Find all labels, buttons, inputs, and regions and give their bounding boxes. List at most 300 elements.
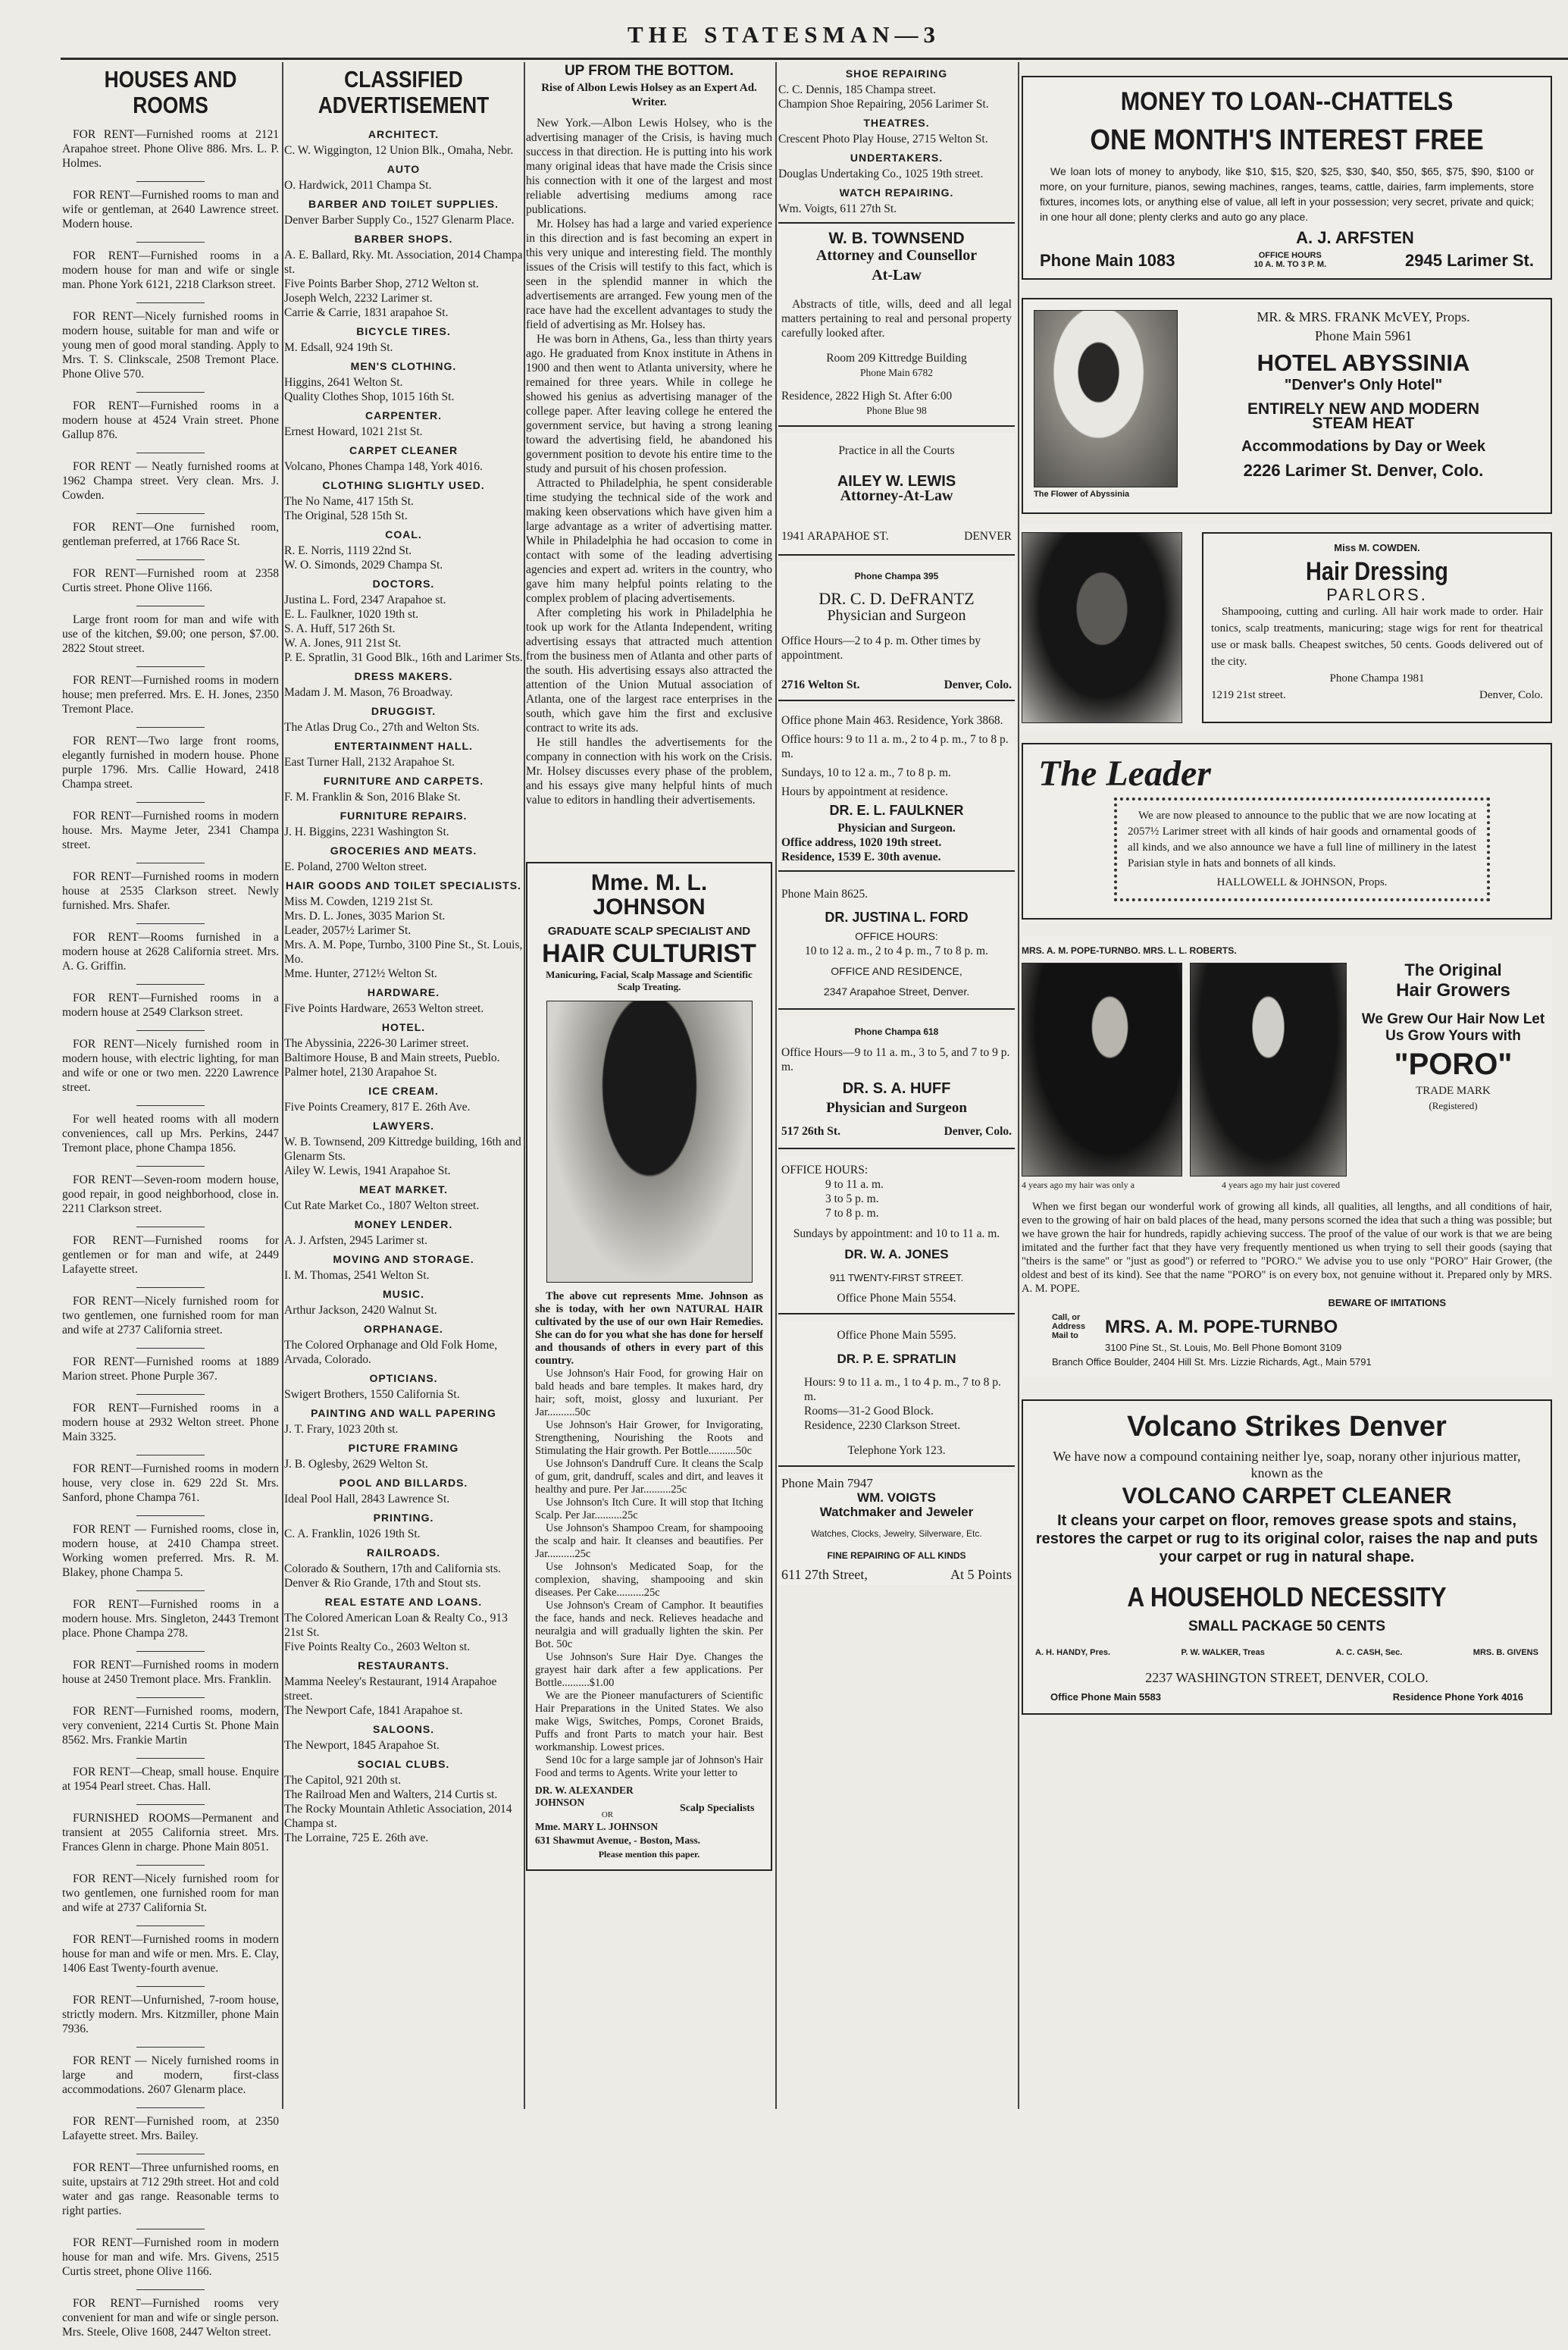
rental-ad: FOR RENT—Furnished rooms in a modern house. Mrs. Singleton, 2443 Tremont place. Phone Champa 278. bbox=[62, 1598, 279, 1640]
volcano-office-phone: Office Phone Main 5583 bbox=[1050, 1691, 1161, 1703]
rental-ad: FOR RENT—Furnished room, at 2350 Lafayette street. Mrs. Bailey. bbox=[62, 2115, 279, 2142]
volcano-product: VOLCANO CARPET CLEANER bbox=[1122, 1484, 1452, 1509]
classified-entry: Crescent Photo Play House, 2715 Welton St. bbox=[778, 133, 988, 146]
arfsten-name: A. J. ARFSTEN bbox=[1296, 228, 1414, 247]
rental-ad: FOR RENT—Furnished rooms for gentlemen or for man and wife, at 2449 Lafayette street. bbox=[62, 1234, 279, 1276]
poro-beware: BEWARE OF IMITATIONS bbox=[1328, 1297, 1446, 1308]
ford-residence-label: OFFICE AND RESIDENCE, bbox=[831, 965, 962, 977]
poro-ad bbox=[1022, 936, 1552, 1377]
column-divider bbox=[1018, 62, 1019, 2109]
townsend-phone-2: Phone Blue 98 bbox=[866, 405, 927, 416]
townsend-title-2: At-Law bbox=[872, 267, 922, 284]
rental-ad: FURNISHED ROOMS—Permanent and transient at 2055 California street. Mrs. Frances Glenn in charge. Phone Main 8051. bbox=[62, 1812, 279, 1853]
classified-entry: Carrie & Carrie, 1831 arapahoe St. bbox=[284, 306, 449, 319]
rental-ad: FOR RENT—Furnished room in modern house for man and wife. Mrs. Givens, 2515 Curtis street, phone Olive 1166. bbox=[62, 2236, 279, 2278]
ad-separator bbox=[136, 1590, 205, 1591]
rental-ad: FOR RENT—Two large front rooms, elegantly furnished in modern house. Phone purple 1796. Mrs. Callie Howard, 2418 Champa street. bbox=[62, 735, 279, 791]
poro-address: 3100 Pine St., St. Louis, Mo. Bell Phone Bomont 3109 bbox=[1105, 1342, 1342, 1353]
poro-trademark: TRADE MARK bbox=[1416, 1085, 1491, 1097]
ad-separator bbox=[136, 727, 205, 728]
article-title: UP FROM THE BOTTOM. bbox=[564, 63, 734, 79]
faulkner-phone: Office phone Main 463. Residence, York 3868. bbox=[781, 714, 1003, 727]
classified-title: CLASSIFIED bbox=[344, 66, 463, 92]
classified-entry: The Newport Cafe, 1841 Arapahoe st. bbox=[284, 1704, 463, 1717]
abyssinia-name: HOTEL ABYSSINIA bbox=[1257, 349, 1470, 376]
arfsten-ad bbox=[1022, 76, 1552, 280]
leader-body: We are now pleased to announce to the public that we are now locating at 2057½ Larimer street with all kinds of hair goods and ornamental goods of all kinds, and we also announce we have a full line of millinery in the latest Parisian style in hats and bonnets of all kinds. bbox=[1128, 810, 1476, 870]
column-divider bbox=[775, 62, 777, 2109]
johnson-services: Manicuring, Facial, Scalp Massage and Scientific Scalp Treating. bbox=[546, 969, 753, 992]
classified-category: SOCIAL CLUBS. bbox=[357, 1758, 450, 1770]
classified-entry: The Railroad Men and Walters, 214 Curtis st. bbox=[284, 1788, 498, 1801]
classified-category: LAWYERS. bbox=[372, 1120, 435, 1132]
spratlin-rooms: Rooms—31-2 Good Block. bbox=[804, 1405, 934, 1418]
classified-entry: A. E. Ballard, Rky. Mt. Association, 2014 Champa st. bbox=[284, 249, 523, 276]
faulkner-name: DR. E. L. FAULKNER bbox=[829, 803, 964, 818]
classified-column bbox=[284, 62, 523, 1845]
flower-of-abyssinia-photo bbox=[1034, 310, 1178, 487]
johnson-products bbox=[535, 1368, 763, 1780]
classified-entry: Five Points Hardware, 2653 Welton street. bbox=[284, 1002, 484, 1015]
ad-separator bbox=[136, 1287, 205, 1288]
classified-entry: Justina L. Ford, 2347 Arapahoe st. bbox=[284, 594, 446, 606]
defrantz-address: 2716 Welton St. bbox=[781, 678, 860, 691]
ad-separator bbox=[136, 302, 205, 303]
article-paragraph: New York.—Albon Lewis Holsey, who is the advertising manager of the Crisis, is having much success in that direction. He is putting into his work many original ideas that have made the Crisis since his connection with it one of the largest and most reliable advertising mediums among race publications. bbox=[526, 117, 772, 216]
classified-category: PAINTING AND WALL PAPERING bbox=[311, 1407, 496, 1419]
volcano-title: Volcano Strikes Denver bbox=[1127, 1411, 1447, 1443]
ford-address: 2347 Arapahoe Street, Denver. bbox=[823, 985, 970, 998]
johnson-product: Use Johnson's Hair Grower, for Invigorating, Strengthening, Nourishing the Roots and Stimulating the Hair growth. Per Bottle..........50c bbox=[535, 1419, 763, 1457]
lewis-title: Attorney-At-Law bbox=[840, 487, 953, 504]
classified-entry: J. B. Oglesby, 2629 Welton St. bbox=[284, 1458, 428, 1471]
spratlin-telephone: Telephone York 123. bbox=[847, 1444, 946, 1457]
arfsten-office-hours: 10 A. M. TO 3 P. M. bbox=[1253, 260, 1327, 269]
spratlin-name: DR. P. E. SPRATLIN bbox=[837, 1352, 956, 1366]
classified-entry: O. Hardwick, 2011 Champa St. bbox=[284, 179, 432, 192]
classified-category: MOVING AND STORAGE. bbox=[333, 1253, 474, 1265]
ad-separator bbox=[136, 923, 205, 924]
huff-city: Denver, Colo. bbox=[944, 1125, 1012, 1138]
ad-separator bbox=[136, 666, 205, 667]
johnson-line1: GRADUATE SCALP SPECIALIST AND bbox=[547, 925, 751, 938]
ad-separator bbox=[136, 1515, 205, 1516]
rental-ad: FOR RENT—Nicely furnished rooms in modern house, suitable for man and wife or young men of good moral standing. Apply to Mrs. T. S. Clinkscale, 2508 Tremont Place. Phone Olive 570. bbox=[62, 310, 279, 381]
volcano-treasurer: P. W. WALKER, Treas bbox=[1181, 1648, 1265, 1657]
townsend-title: Attorney and Counsellor bbox=[815, 247, 978, 264]
rental-ad: FOR RENT—Furnished rooms at 1889 Marion street. Phone Purple 367. bbox=[62, 1355, 279, 1383]
classified-category: PRINTING. bbox=[373, 1512, 434, 1524]
leader-ad bbox=[1022, 743, 1552, 920]
classified-entry: Miss M. Cowden, 1219 21st St. bbox=[284, 895, 433, 908]
classified-entry: Champion Shoe Repairing, 2056 Larimer St. bbox=[778, 98, 989, 111]
rental-ad: FOR RENT—Furnished rooms in a modern house at 4524 Vrain street. Phone Gallup 876. bbox=[62, 400, 279, 441]
display-ads-column bbox=[1022, 62, 1552, 1721]
ad-separator bbox=[136, 1651, 205, 1652]
voigts-card bbox=[778, 1473, 1015, 1585]
rental-ad: FOR RENT—Cheap, small house. Enquire at 1954 Pearl street. Chas. Hall. bbox=[62, 1766, 279, 1793]
cowden-name: Miss M. COWDEN. bbox=[1334, 542, 1420, 553]
classified-category: SALOONS. bbox=[372, 1723, 435, 1735]
arfsten-office-label: OFFICE HOURS bbox=[1258, 251, 1322, 260]
defrantz-title: Physician and Surgeon bbox=[827, 607, 966, 624]
roberts-photo bbox=[1190, 963, 1347, 1177]
voigts-goods: Watches, Clocks, Jewelry, Silverware, Etc. bbox=[811, 1528, 982, 1539]
ad-separator bbox=[136, 1986, 205, 1987]
johnson-product: Use Johnson's Cream of Camphor. It beautifies the face, hands and neck. Relieves headache and neuralgia and will gradually lighten the skin. Per Bot. 50c bbox=[535, 1600, 763, 1650]
faulkner-card bbox=[778, 707, 1015, 872]
rental-ad: FOR RENT—Furnished rooms in a modern house at 2932 Welton street. Phone Main 3325. bbox=[62, 1402, 279, 1443]
classified-entry: Quality Clothes Shop, 1015 16th St. bbox=[284, 390, 455, 403]
classified-entry: Mrs. A. M. Pope, Turnbo, 3100 Pine St., St. Louis, Mo. bbox=[284, 938, 523, 966]
ad-separator bbox=[136, 1865, 205, 1866]
leader-title: The Leader bbox=[1038, 754, 1211, 794]
classified-entry: C. A. Franklin, 1026 19th St. bbox=[284, 1528, 421, 1540]
classified-category: MONEY LENDER. bbox=[354, 1218, 453, 1230]
poro-brand: "PORO" bbox=[1394, 1048, 1513, 1081]
classified-entry: Five Points Creamery, 817 E. 26th Ave. bbox=[284, 1101, 471, 1114]
ad-separator bbox=[136, 392, 205, 393]
poro-registered: (Registered) bbox=[1429, 1100, 1478, 1111]
faulkner-appointment: Hours by appointment at residence. bbox=[781, 785, 948, 798]
poro-names: MRS. A. M. POPE-TURNBO. MRS. L. L. ROBERTS. bbox=[1022, 945, 1237, 956]
classified-category: UNDERTAKERS. bbox=[850, 152, 944, 164]
huff-card bbox=[778, 1016, 1015, 1149]
ford-hours-label: OFFICE HOURS: bbox=[855, 930, 938, 942]
rental-ad: FOR RENT—Furnished room at 2358 Curtis street. Phone Olive 1166. bbox=[62, 567, 279, 594]
cowden-ad bbox=[1022, 525, 1552, 731]
ad-separator bbox=[136, 1030, 205, 1031]
faulkner-title: Physician and Surgeon. bbox=[837, 822, 956, 835]
johnson-addr-tag: Scalp Specialists bbox=[680, 1803, 755, 1814]
ad-separator bbox=[136, 802, 205, 803]
volcano-secretary: A. C. CASH, Sec. bbox=[1335, 1648, 1403, 1657]
jones-sunday: Sundays by appointment: and 10 to 11 a. m. bbox=[793, 1227, 1000, 1240]
abyssinia-ad bbox=[1022, 298, 1552, 514]
classified-entry: Mrs. D. L. Jones, 3035 Marion St. bbox=[284, 910, 446, 923]
classified-entry: Five Points Realty Co., 2603 Welton st. bbox=[284, 1640, 471, 1653]
pope-turnbo-photo bbox=[1022, 963, 1182, 1177]
voigts-address: 611 27th Street, bbox=[781, 1567, 868, 1582]
classified-entry: Denver Barber Supply Co., 1527 Glenarm Place. bbox=[284, 214, 515, 227]
classified-category: COAL. bbox=[385, 528, 422, 540]
classified-directory bbox=[284, 127, 523, 1845]
johnson-product: Use Johnson's Shampoo Cream, for shampooing the scalp and hair. It cleanses and beautifies. Per Jar..........25c bbox=[535, 1522, 763, 1560]
volcano-ad bbox=[1022, 1399, 1552, 1715]
classified-category: FURNITURE AND CARPETS. bbox=[323, 775, 484, 787]
volcano-price: SMALL PACKAGE 50 CENTS bbox=[1188, 1618, 1386, 1634]
ad-separator bbox=[136, 1804, 205, 1805]
classified-category: ICE CREAM. bbox=[368, 1085, 439, 1097]
houses-and-rooms-column bbox=[62, 62, 279, 2350]
classified-category: SHOE REPAIRING bbox=[845, 67, 948, 80]
ford-name: DR. JUSTINA L. FORD bbox=[825, 910, 969, 925]
townsend-name: W. B. TOWNSEND bbox=[828, 230, 965, 247]
rental-ad: FOR RENT—Unfurnished, 7-room house, strictly modern. Mrs. Kitzmiller, phone Main 7936. bbox=[62, 1994, 279, 2035]
classified-entry: Ailey W. Lewis, 1941 Arapahoe St. bbox=[284, 1164, 451, 1177]
spratlin-hours: Hours: 9 to 11 a. m., 1 to 4 p. m., 7 to 8 p. m. bbox=[804, 1376, 1001, 1403]
ford-card bbox=[778, 878, 1015, 1010]
arfsten-body: We loan lots of money to anybody, like $10, $15, $20, $25, $30, $40, $50, $65, $75, $90, $100 or more, on your furniture, pianos, sewing machines, ranges, teams, cattle, dairies, farm implements, store fixtures, incomes lots, or anything else of value, all left in your possession; very secret, private and quick; in one hour all done; plenty clerks and auto go any place. bbox=[1040, 165, 1534, 223]
classified-category: DRUGGIST. bbox=[371, 705, 437, 717]
ford-phone: Phone Main 8625. bbox=[781, 888, 869, 901]
johnson-caption: The above cut represents Mme. Johnson as she is today, with her own NATURAL HAIR cultivated by the use of our own Hair Remedies. She can do for you what she has done for herself and thousands of others in every part of this country. bbox=[535, 1290, 763, 1367]
ad-separator bbox=[136, 513, 205, 514]
spratlin-card bbox=[778, 1321, 1015, 1467]
classified-category: REAL ESTATE AND LOANS. bbox=[324, 1596, 483, 1608]
classified-category: CARPET CLEANER bbox=[349, 444, 459, 456]
defrantz-name: DR. C. D. DeFRANTZ bbox=[818, 589, 975, 608]
volcano-intro: We have now a compound containing neither lye, soap, norany other injurious matter, known as the bbox=[1053, 1449, 1521, 1480]
faulkner-hours: Office hours: 9 to 11 a. m., 2 to 4 p. m., 7 to 8 p. m. bbox=[781, 733, 1009, 760]
volcano-address: 2237 WASHINGTON STREET, DENVER, COLO. bbox=[1145, 1670, 1429, 1685]
classified-category: RESTAURANTS. bbox=[358, 1659, 449, 1672]
classified-entry: Ideal Pool Hall, 2843 Lawrence St. bbox=[284, 1493, 450, 1506]
ad-separator bbox=[136, 1105, 205, 1106]
trade-directory-continued bbox=[778, 67, 1015, 216]
johnson-line2: HAIR CULTURIST bbox=[542, 939, 756, 968]
leader-notice bbox=[1114, 797, 1490, 901]
classified-entry: Mme. Hunter, 2712½ Welton St. bbox=[284, 967, 437, 980]
townsend-room: Room 209 Kittredge Building bbox=[826, 352, 967, 365]
voigts-title: Watchmaker and Jeweler bbox=[819, 1505, 974, 1519]
arfsten-address: 2945 Larimer St. bbox=[1405, 250, 1534, 270]
classified-entry: P. E. Spratlin, 31 Good Blk., 16th and Larimer Sts. bbox=[284, 651, 523, 664]
classified-category: MEAT MARKET. bbox=[359, 1183, 448, 1195]
arfsten-phone: Phone Main 1083 bbox=[1040, 250, 1175, 270]
classified-entry: The Capitol, 921 20th st. bbox=[284, 1774, 402, 1787]
poro-caption-1: 4 years ago my hair was only a bbox=[1022, 1180, 1135, 1190]
classified-category: OPTICIANS. bbox=[369, 1372, 438, 1384]
classified-category: DOCTORS. bbox=[372, 578, 435, 590]
masthead: THE STATESMAN—3 bbox=[627, 21, 941, 48]
classified-category: MUSIC. bbox=[383, 1288, 424, 1300]
huff-phone: Phone Champa 618 bbox=[854, 1026, 939, 1037]
classified-category: DRESS MAKERS. bbox=[354, 670, 453, 682]
spratlin-residence: Residence, 2230 Clarkson Street. bbox=[804, 1419, 961, 1432]
abyssinia-props: MR. & MRS. FRANK McVEY, Props. bbox=[1257, 309, 1470, 324]
defrantz-card bbox=[778, 562, 1015, 701]
masthead-rule bbox=[61, 58, 1568, 60]
lewis-courts: Practice in all the Courts bbox=[838, 444, 955, 457]
classified-entry: C. C. Dennis, 185 Champa street. bbox=[778, 83, 936, 96]
johnson-portrait bbox=[546, 1001, 753, 1283]
rental-ad: FOR RENT—Nicely furnished room for two gentlemen, one furnished room for man and wife at 2737 California St. bbox=[62, 1872, 279, 1914]
johnson-ad bbox=[526, 862, 772, 1871]
johnson-product: Use Johnson's Dandruff Cure. It cleans the Scalp of gum, grit, dandruff, scales and dirt, and leaves it healthy and pure. Per Jar..........25c bbox=[535, 1458, 763, 1496]
abyssinia-steam-heat: STEAM HEAT bbox=[1312, 415, 1415, 432]
ad-separator bbox=[136, 1697, 205, 1698]
rental-ad: FOR RENT—Furnished rooms in modern house; men preferred. Mrs. E. H. Jones, 2350 Tremont Place. bbox=[62, 674, 279, 716]
classified-category: WATCH REPAIRING. bbox=[839, 186, 954, 199]
rental-ad: FOR RENT—Furnished rooms in modern house. Mrs. Mayme Jeter, 2341 Champa street. bbox=[62, 810, 279, 851]
classified-entry: I. M. Thomas, 2541 Welton St. bbox=[284, 1269, 430, 1282]
classified-entry: Mamma Neeley's Restaurant, 1914 Arapahoe street. bbox=[284, 1675, 497, 1703]
townsend-residence: Residence, 2822 High St. After 6:00 bbox=[781, 390, 953, 403]
classified-entry: Volcano, Phones Champa 148, York 4016. bbox=[284, 460, 483, 473]
abyssinia-photo-caption: The Flower of Abyssinia bbox=[1034, 490, 1130, 499]
jones-phone: Office Phone Main 5554. bbox=[837, 1292, 956, 1305]
classified-entry: Douglas Undertaking Co., 1025 19th street. bbox=[778, 168, 984, 180]
article-paragraph: Mr. Holsey has had a large and varied experience in this direction and is fast becoming an expert in this very unique and interesting field. The monthly issues of the Crisis will testify to this fact, which is seen in the splendid manner in which the advertisements are arranged. Few young men of the race have had the excellent advantages to study the field of advertising as Mr. Holsey has. bbox=[526, 218, 772, 331]
ad-separator bbox=[136, 559, 205, 560]
ad-separator bbox=[136, 1758, 205, 1759]
classified-entry: Madam J. M. Mason, 76 Broadway. bbox=[284, 686, 453, 699]
poro-call-label: Call, or Address Mail to bbox=[1052, 1313, 1086, 1340]
arfsten-free-month: ONE MONTH'S INTEREST FREE bbox=[1090, 124, 1484, 156]
volcano-slogan: A HOUSEHOLD NECESSITY bbox=[1127, 1581, 1447, 1612]
classified-entry: A. J. Arfsten, 2945 Larimer st. bbox=[284, 1234, 427, 1247]
column-divider bbox=[524, 62, 525, 2109]
johnson-product: We are the Pioneer manufacturers of Scientific Hair Preparations in the United States. We also make Wigs, Switches, Pomps, Coronet Braids, Puffs and front Parts to match your hair. Best workmanship. Lowest prices. bbox=[535, 1690, 763, 1753]
classified-category: AUTO bbox=[387, 163, 421, 175]
rental-ad: FOR RENT—Furnished rooms in a modern house at 2549 Clarkson street. bbox=[62, 992, 279, 1019]
classified-entry: C. W. Wiggington, 12 Union Blk., Omaha, Nebr. bbox=[284, 144, 514, 157]
classified-entry: W. B. Townsend, 209 Kittredge building, 16th and Glenarm Sts. bbox=[284, 1136, 521, 1163]
classified-category: HARDWARE. bbox=[367, 986, 440, 998]
article-paragraph: Attracted to Philadelphia, he spent considerable time studying the technical side of the work and making keen observations which have given him a large advantage as a writer of advertising matter. While in Philadelphia he had occasion to come in contact with some of the leading advertising agencies and expert ad. writers in the country, who gave him many helpful points relating to the complex problem of placing advertisements. bbox=[526, 477, 772, 605]
ad-separator bbox=[136, 181, 205, 182]
cowden-phone: Phone Champa 1981 bbox=[1329, 672, 1425, 685]
huff-address: 517 26th St. bbox=[781, 1125, 840, 1138]
johnson-mention: Please mention this paper. bbox=[598, 1849, 700, 1860]
rental-ad: For well heated rooms with all modern conveniences, call up Mrs. Perkins, 2447 Tremont place, phone Champa 1856. bbox=[62, 1113, 279, 1155]
classified-entry: Colorado & Southern, 17th and California sts. bbox=[284, 1562, 501, 1575]
poro-original: The Original bbox=[1404, 960, 1502, 979]
classified-entry: Baltimore House, B and Main streets, Pueblo. bbox=[284, 1051, 500, 1064]
defrantz-hours: Office Hours—2 to 4 p. m. Other times by appointment. bbox=[781, 634, 981, 662]
johnson-name: Mme. M. L. JOHNSON bbox=[590, 870, 708, 920]
classified-entry: Leader, 2057½ Larimer St. bbox=[284, 924, 412, 937]
article-paragraph: He was born in Athens, Ga., less than thirty years ago. He graduated from Knox institute in Athens in 1900 and then went to Atlanta university, where he remained for three years. While in college he showed his genius as advertising manager of the college paper. After leaving college he entered the government service, but having a strong leaning toward the advertising field, he abandoned his government position to devote his entire time to the study and pursuit of his chosen profession. bbox=[526, 333, 772, 475]
classified-entry: Palmer hotel, 2130 Arapahoe St. bbox=[284, 1066, 437, 1079]
arfsten-title: MONEY TO LOAN--CHATTELS bbox=[1120, 87, 1454, 116]
volcano-president: A. H. HANDY, Pres. bbox=[1035, 1648, 1111, 1657]
classified-entry: W. A. Jones, 911 21st St. bbox=[284, 637, 402, 650]
abyssinia-phone: Phone Main 5961 bbox=[1315, 328, 1412, 343]
johnson-product: Use Johnson's Hair Food, for growing Hair on bald heads and bare temples. It makes hard, dry hair; soft, moist, glossy and luxuriant. Per Jar..........50c bbox=[535, 1368, 763, 1418]
classified-category: FURNITURE REPAIRS. bbox=[340, 810, 468, 822]
column-divider bbox=[282, 62, 283, 2109]
classified-category: CARPENTER. bbox=[365, 409, 442, 421]
johnson-addr-street: 631 Shawmut Avenue, - Boston, Mass. bbox=[535, 1835, 701, 1846]
lewis-card bbox=[778, 433, 1015, 556]
houses-rooms-title: HOUSES AND ROOMS bbox=[104, 66, 237, 118]
classified-category: RAILROADS. bbox=[366, 1546, 441, 1559]
ad-separator bbox=[136, 1394, 205, 1395]
faulkner-residence: Residence, 1539 E. 30th avenue. bbox=[781, 851, 941, 863]
townsend-phone: Phone Main 6782 bbox=[860, 367, 933, 378]
classified-category: ORPHANAGE. bbox=[364, 1323, 443, 1335]
townsend-body: Abstracts of title, wills, deed and all legal matters pertaining to real and personal property carefully looked after. bbox=[781, 298, 1012, 340]
defrantz-city: Denver, Colo. bbox=[944, 678, 1012, 691]
rental-ad: FOR RENT—Furnished rooms in a modern house for man and wife or single man. Phone York 6121, 2218 Clarkson street. bbox=[62, 249, 279, 291]
jones-hours-1: 9 to 11 a. m. bbox=[825, 1178, 884, 1191]
ad-separator bbox=[136, 2047, 205, 2048]
poro-we-grew: We Grew Our Hair Now Let Us Grow Yours with bbox=[1361, 1011, 1545, 1044]
johnson-address bbox=[535, 1784, 763, 1833]
rental-ad: FOR RENT—Seven-room modern house, good repair, in good neighborhood, close in. 2211 Clarkson street. bbox=[62, 1173, 279, 1215]
poro-body: When we first began our wonderful work of growing all kinds, all qualities, all lengths, and all conditions of hair, even to the growing of hair on bald places of the head, many persons scorned the idea that such a thing was possible; but we have grown the hair for hundreds, rapidly achieving success. The proof of the value of our work is that we are being imitated and the further fact that they have very frequently mentioned us when trying to sell their goods (saying that "theirs is the same" or "just as good") or referred to "PORO." We advise you to use only "PORO" Hair Grower, (the oldest and best of its kind). See that the name "PORO" is on every box, not genuine without it. Prepared only by MRS. A. M. POPE. bbox=[1022, 1201, 1552, 1295]
rental-ad: FOR RENT—Three unfurnished rooms, en suite, upstairs at 712 29th street. Hot and cold water and gas range. Reasonable terms to right parties. bbox=[62, 2161, 279, 2217]
classified-entry: The Lorraine, 725 E. 26th ave. bbox=[284, 1831, 429, 1844]
ad-separator bbox=[136, 2107, 205, 2108]
volcano-claim: It cleans your carpet on floor, removes grease spots and stains, restores the carpet or rug to its original color, raises the nap and puts your carpet or rug in natural shape. bbox=[1035, 1512, 1538, 1565]
rental-ad: Large front room for man and wife with use of the kitchen, $9.00; one person, $7.00. 2822 Stout street. bbox=[62, 613, 279, 655]
classified-entry: S. A. Huff, 517 26th St. bbox=[284, 622, 396, 635]
classified-entry: East Turner Hall, 2132 Arapahoe St. bbox=[284, 756, 455, 769]
abyssinia-address: 2226 Larimer St. Denver, Colo. bbox=[1243, 461, 1484, 480]
poro-branch: Branch Office Boulder, 2404 Hill St. Mrs. Lizzie Richards, Agt., Main 5791 bbox=[1052, 1356, 1372, 1368]
classified-category: PICTURE FRAMING bbox=[348, 1442, 459, 1454]
voigts-phone: Phone Main 7947 bbox=[781, 1476, 873, 1490]
rental-ad: FOR RENT—Furnished rooms to man and wife or gentleman, at 2640 Lawrence street. Modern house. bbox=[62, 189, 279, 230]
classified-entry: Joseph Welch, 2232 Larimer st. bbox=[284, 292, 433, 305]
johnson-product: Use Johnson's Medicated Soap, for the complexion, shaving, shampooing and skin diseases. Per Cake..........25c bbox=[535, 1561, 763, 1599]
classified-category: BICYCLE TIRES. bbox=[356, 325, 451, 337]
classified-entry: E. L. Faulkner, 1020 19th st. bbox=[284, 608, 419, 621]
classified-entry: J. H. Biggins, 2231 Washington St. bbox=[284, 826, 449, 838]
classified-entry: F. M. Franklin & Son, 2016 Blake St. bbox=[284, 791, 461, 804]
rental-ad: FOR RENT—Furnished rooms, modern, very convenient, 2214 Curtis St. Phone Main 8562. Mrs. Frankie Martin bbox=[62, 1705, 279, 1747]
classified-category: ARCHITECT. bbox=[368, 128, 440, 140]
jones-name: DR. W. A. JONES bbox=[844, 1247, 949, 1261]
johnson-addr-or: OR bbox=[601, 1810, 614, 1819]
defrantz-phone: Phone Champa 395 bbox=[854, 571, 939, 581]
ad-separator bbox=[136, 1166, 205, 1167]
rental-ad: FOR RENT—Furnished rooms in modern house at 2450 Tremont place. Mrs. Franklin. bbox=[62, 1659, 279, 1686]
abyssinia-accommodations: Accommodations by Day or Week bbox=[1241, 438, 1485, 455]
classified-category: MEN'S CLOTHING. bbox=[350, 360, 457, 372]
jones-address: 911 TWENTY-FIRST STREET. bbox=[829, 1272, 964, 1283]
classified-entry: Five Points Barber Shop, 2712 Welton st. bbox=[284, 277, 479, 290]
voigts-sign: At 5 Points bbox=[950, 1567, 1012, 1582]
rental-ad: FOR RENT — Neatly furnished rooms at 1962 Champa street. Very clean. Mrs. J. Cowden. bbox=[62, 460, 279, 502]
rental-ad: FOR RENT—Nicely furnished room in modern house, with electric lighting, for man and wife or one or two men. 2220 Lawrence street. bbox=[62, 1038, 279, 1094]
spratlin-phone: Office Phone Main 5595. bbox=[837, 1329, 956, 1342]
article-subtitle: Rise of Albon Lewis Holsey as an Expert Ad. Writer. bbox=[541, 82, 757, 108]
classified-entry: Ernest Howard, 1021 21st St. bbox=[284, 425, 423, 438]
leader-props: HALLOWELL & JOHNSON, Props. bbox=[1216, 876, 1388, 888]
article-column bbox=[526, 62, 772, 1877]
rental-ad: FOR RENT—Furnished rooms in modern house for man and wife or men. Mrs. E. Clay, 1406 East Twenty-fourth avenue. bbox=[62, 1933, 279, 1975]
classified-category: BARBER AND TOILET SUPPLIES. bbox=[308, 198, 499, 210]
johnson-product: Use Johnson's Itch Cure. It will stop that Itching Scalp. Per Jar..........25c bbox=[535, 1496, 763, 1521]
ad-separator bbox=[136, 1925, 205, 1926]
jones-hours-3: 7 to 8 p. m. bbox=[825, 1207, 879, 1220]
jones-hours-label: OFFICE HOURS: bbox=[781, 1164, 869, 1177]
ad-separator bbox=[136, 242, 205, 243]
lewis-address: 1941 ARAPAHOE ST. bbox=[781, 530, 889, 543]
poro-hair-growers: Hair Growers bbox=[1396, 980, 1510, 1001]
classified-entry: E. Poland, 2700 Welton street. bbox=[284, 860, 427, 873]
classified-entry: The No Name, 417 15th St. bbox=[284, 495, 414, 508]
rental-ad: FOR RENT—One furnished room, gentleman preferred, at 1766 Race St. bbox=[62, 521, 279, 548]
rental-ad: FOR RENT—Furnished rooms in modern house, very close in. 629 22d St. Mrs. Sanford, phone Champa 761. bbox=[62, 1462, 279, 1504]
johnson-addr-madame: Mme. MARY L. JOHNSON bbox=[535, 1821, 659, 1832]
ad-separator bbox=[136, 984, 205, 985]
rental-ad: FOR RENT—Nicely furnished room for two gentlemen, one furnished room for man and wife at 2737 California street. bbox=[62, 1295, 279, 1336]
classified-entry: J. T. Frary, 1023 20th st. bbox=[284, 1423, 399, 1436]
classified-entry: M. Edsall, 924 19th St. bbox=[284, 341, 393, 354]
classified-category: ENTERTAINMENT HALL. bbox=[334, 740, 473, 752]
rental-ads-list bbox=[62, 127, 279, 2339]
cowden-portrait bbox=[1022, 532, 1182, 723]
ad-separator bbox=[136, 2289, 205, 2290]
article-paragraph: After completing his work in Philadelphia he took up work for the Atlanta Independent, writing advertising essays that attracted much attention from the business men of Atlanta and other parts of the south. His advertising essays also attracted the attention of the Union Mutual association of Atlanta, one of the largest race enterprises in the south, which gave him the first and exclusive contract to write its ads. bbox=[526, 606, 772, 735]
classified-category: HOTEL. bbox=[381, 1021, 426, 1033]
classified-entry: Cut Rate Market Co., 1807 Welton street. bbox=[284, 1199, 480, 1212]
